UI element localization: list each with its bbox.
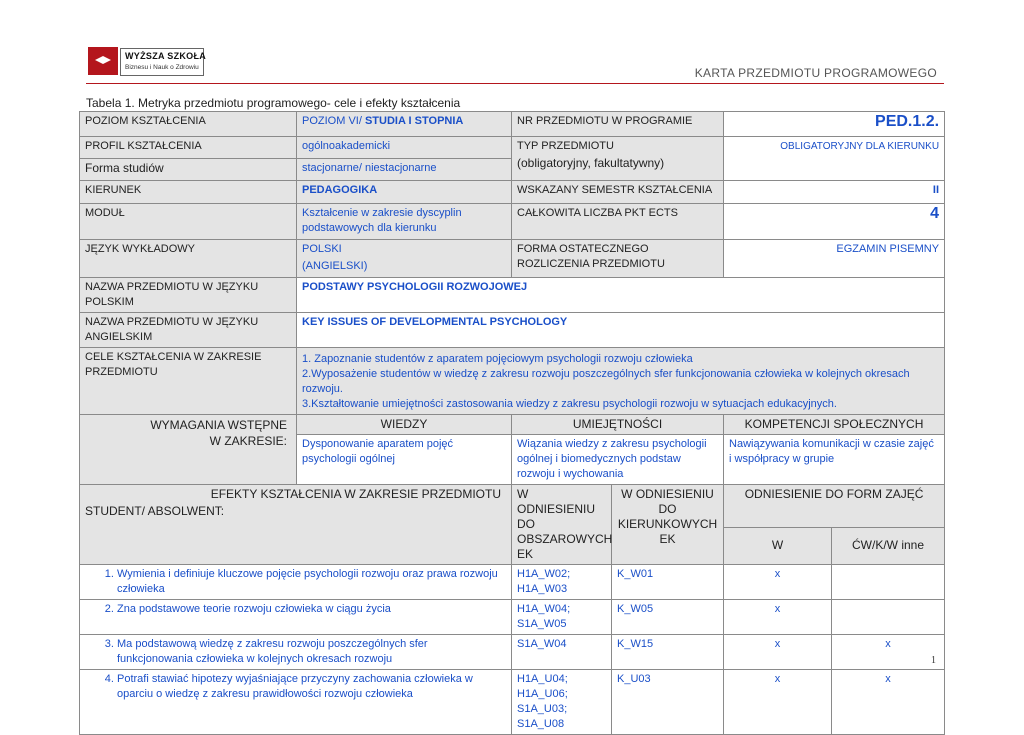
outcome-lecture-mark: x: [724, 565, 832, 600]
field-outcomes-header: W ODNIESIENIU DO KIERUNKOWYCH EK: [612, 485, 724, 565]
outcomes-header: EFEKTY KSZTAŁCENIA W ZAKRESIE PRZEDMIOTU STUDENT/ ABSOLWENT:: [80, 485, 512, 565]
req-knowledge-value: Dysponowanie aparatem pojęć psychologii ogólnej: [297, 435, 512, 485]
logo-title: WYŻSZA SZKOŁA: [125, 51, 207, 61]
outcome-area-code: H1A_W02; H1A_W03: [512, 565, 612, 600]
outcome-lecture-mark: x: [724, 670, 832, 735]
course-type-label: TYP PRZEDMIOTU (obligatoryjny, fakultatywny): [512, 137, 724, 181]
page-number: 1: [931, 655, 936, 666]
level-value: POZIOM VI/ STUDIA I STOPNIA: [297, 112, 512, 137]
profile-value: ogólnoakademicki: [297, 137, 512, 159]
language-label: JĘZYK WYKŁADOWY: [80, 240, 297, 278]
study-form-label: Forma studiów: [80, 159, 297, 181]
class-forms-header: ODNIESIENIE DO FORM ZAJĘĆ: [724, 485, 945, 528]
document-title: KARTA PRZEDMIOTU PROGRAMOWEGO: [694, 66, 937, 80]
outcome-text: 4. Potrafi stawiać hipotezy wyjaśniające przyczyny zachowania człowieka w oparciu o wiedzę z zakresu prawidłowości rozwoju człowieka: [80, 670, 512, 735]
table-row: [80, 635, 945, 670]
logo-text-box: [120, 48, 207, 76]
outcome-other-mark: [832, 600, 945, 635]
graduation-cap-icon: [88, 47, 118, 75]
settlement-form-label: FORMA OSTATECZNEGO ROZLICZENIA PRZEDMIOTU: [512, 240, 724, 278]
semester-label: WSKAZANY SEMESTR KSZTAŁCENIA: [512, 181, 724, 204]
outcome-other-mark: x: [832, 670, 945, 735]
outcome-text: 2. Zna podstawowe teorie rozwoju człowieka w ciągu życia: [80, 600, 512, 635]
outcome-area-code: S1A_W04: [512, 635, 612, 670]
lecture-header: W: [724, 527, 832, 565]
name-en-label: NAZWA PRZEDMIOTU W JĘZYKU ANGIELSKIM: [80, 313, 297, 348]
name-pl-value: PODSTAWY PSYCHOLOGII ROZWOJOWEJ: [297, 278, 945, 313]
name-en-value: KEY ISSUES OF DEVELOPMENTAL PSYCHOLOGY: [297, 313, 945, 348]
outcome-field-code: K_U03: [612, 670, 724, 735]
outcome-other-mark: [832, 565, 945, 600]
name-pl-label: NAZWA PRZEDMIOTU W JĘZYKU POLSKIM: [80, 278, 297, 313]
outcome-lecture-mark: x: [724, 635, 832, 670]
req-skills-header: UMIEJĘTNOŚCI: [512, 415, 724, 435]
outcome-area-code: H1A_W04; S1A_W05: [512, 600, 612, 635]
field-label: KIERUNEK: [80, 181, 297, 204]
logo-subtitle: Biznesu i Nauk o Zdrowiu: [125, 64, 199, 71]
outcome-other-mark: x: [832, 635, 945, 670]
course-type-value: OBLIGATORYJNY DLA KIERUNKU: [724, 137, 945, 181]
req-competence-header: KOMPETENCJI SPOŁECZNYCH: [724, 415, 945, 435]
study-form-value: stacjonarne/ niestacjonarne: [297, 159, 512, 181]
goals-label: CELE KSZTAŁCENIA W ZAKRESIE PRZEDMIOTU: [80, 348, 297, 415]
outcome-text: 3. Ma podstawową wiedzę z zakresu rozwoju poszczególnych sfer funkcjonowania człowieka w kolejnych okresach rozwoju: [80, 635, 512, 670]
goal-item: 1. Zapoznanie studentów z aparatem pojęciowym psychologii rozwoju człowieka: [302, 353, 693, 365]
outcome-area-code: H1A_U04; H1A_U06; S1A_U03; S1A_U08: [512, 670, 612, 735]
goal-item: 3.Kształtowanie umiejętności zastosowania wiedzy z zakresu psychologii rozwoju w sytuacjach edukacyjnych.: [302, 398, 837, 410]
profile-label: PROFIL KSZTAŁCENIA: [80, 137, 297, 159]
req-knowledge-header: WIEDZY: [297, 415, 512, 435]
module-value: Kształcenie w zakresie dyscyplin podstawowych dla kierunku: [297, 204, 512, 240]
field-value: PEDAGOGIKA: [297, 181, 512, 204]
school-logo: [88, 45, 207, 79]
settlement-form-value: EGZAMIN PISEMNY: [724, 240, 945, 278]
other-forms-header: ĆW/K/W inne: [832, 527, 945, 565]
outcome-field-code: K_W05: [612, 600, 724, 635]
course-number-value: PED.1.2.: [724, 112, 945, 137]
req-skills-value: Wiązania wiedzy z zakresu psychologii ogólnej i biomedycznych podstaw rozwoju i wychowania: [512, 435, 724, 485]
outcome-field-code: K_W15: [612, 635, 724, 670]
module-label: MODUŁ: [80, 204, 297, 240]
course-metadata-table: [79, 111, 945, 735]
level-label: POZIOM KSZTAŁCENIA: [80, 112, 297, 137]
course-number-label: NR PRZEDMIOTU W PROGRAMIE: [512, 112, 724, 137]
language-value: POLSKI (ANGIELSKI): [297, 240, 512, 278]
goals-list: [297, 348, 945, 415]
outcome-text: 1. Wymienia i definiuje kluczowe pojęcie psychologii rozwoju oraz prawa rozwoju człowieka: [80, 565, 512, 600]
table-row: [80, 565, 945, 600]
goal-item: 2.Wyposażenie studentów w wiedzę z zakresu rozwoju poszczególnych sfer funkcjonowania człowieka w kolejnych okresach rozwoju.: [302, 368, 910, 395]
outcome-field-code: K_W01: [612, 565, 724, 600]
outcome-lecture-mark: x: [724, 600, 832, 635]
semester-value: II: [724, 181, 945, 204]
area-outcomes-header: W ODNIESIENIU DO OBSZAROWYCH EK: [512, 485, 612, 565]
header-divider: [86, 83, 944, 84]
requirements-label: WYMAGANIA WSTĘPNE W ZAKRESIE:: [80, 415, 297, 485]
req-competence-value: Nawiązywania komunikacji w czasie zajęć i współpracy w grupie: [724, 435, 945, 485]
ects-label: CAŁKOWITA LICZBA PKT ECTS: [512, 204, 724, 240]
ects-value: 4: [724, 204, 945, 240]
table-row: [80, 600, 945, 635]
table-caption: Tabela 1. Metryka przedmiotu programowego- cele i efekty kształcenia: [86, 96, 461, 110]
